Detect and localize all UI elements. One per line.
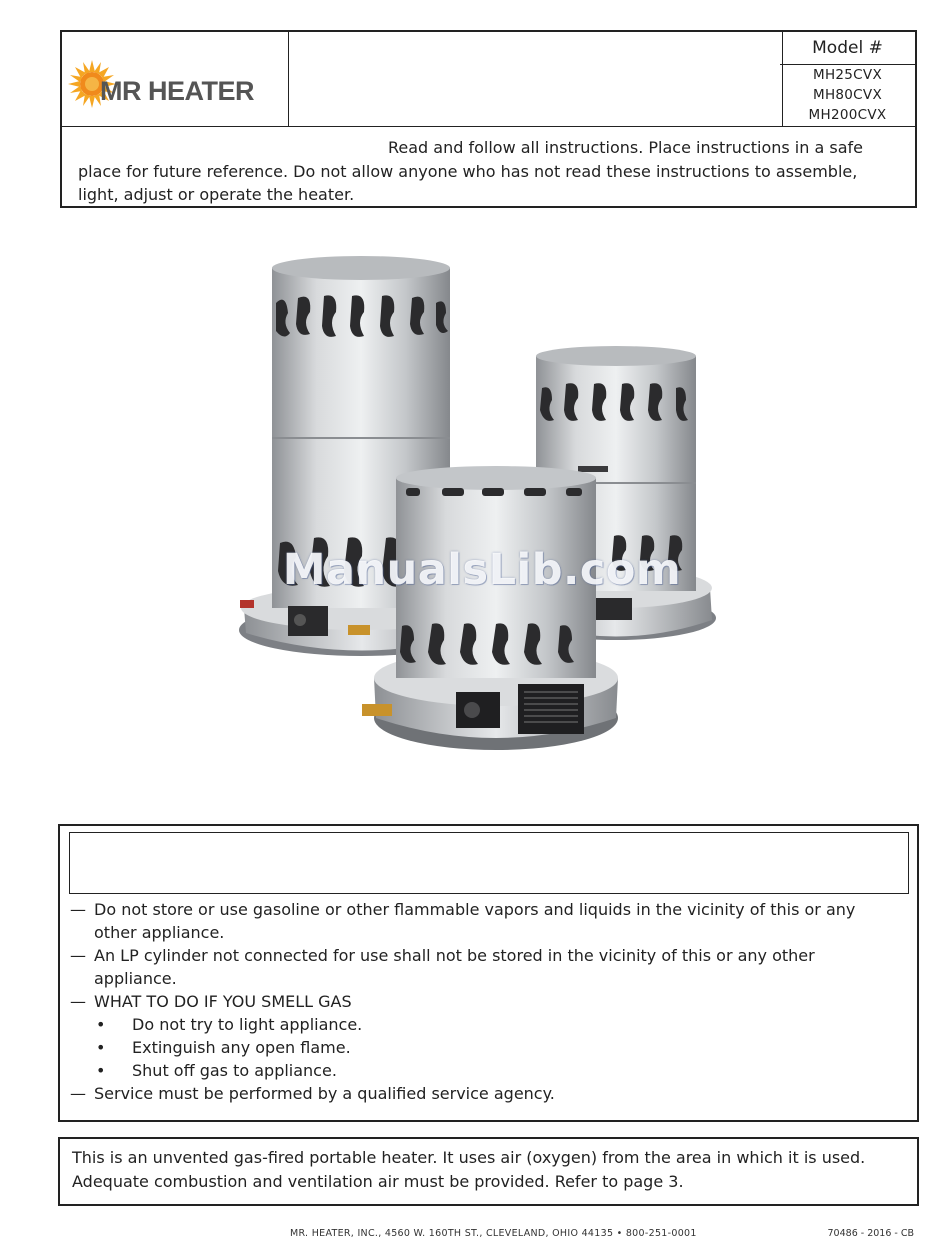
convection-heaters-photo [236, 248, 716, 753]
warning-line: WHAT TO DO IF YOU SMELL GAS [94, 992, 352, 1011]
warning-subitem [70, 1036, 900, 1059]
model-number: MH200CVX [808, 107, 887, 123]
warning-item [70, 1082, 900, 1105]
footer-address: MR. HEATER, INC., 4560 W. 160TH ST., CLEVELAND, OHIO 44135 • 800-251-0001 [290, 1228, 697, 1239]
header-divider [62, 126, 915, 127]
intro-line: light, adjust or operate the heater. [78, 185, 355, 204]
intro-text [78, 136, 898, 207]
warning-item [70, 990, 900, 1013]
intro-line: place for future reference. Do not allow anyone who has not read these instructions to assemble, [78, 161, 858, 181]
bullet-glyph: • [96, 1015, 106, 1034]
warning-line: Do not store or use gasoline or other flammable vapors and liquids in the vicinity of this or any [94, 900, 856, 919]
warning-box [58, 824, 919, 1122]
notice-box [58, 1137, 919, 1206]
header-box [60, 30, 917, 208]
model-number: MH25CVX [813, 67, 882, 83]
notice-line: Adequate combustion and ventilation air must be provided. Refer to page 3. [72, 1171, 684, 1191]
title-cell [288, 32, 783, 126]
warning-line: appliance. [94, 969, 177, 988]
warning-line: Extinguish any open flame. [132, 1038, 351, 1057]
warning-list [70, 898, 900, 1105]
warning-line: Service must be performed by a qualified service agency. [94, 1084, 555, 1103]
model-cell [780, 32, 915, 126]
logo-text: MR HEATER [100, 76, 254, 106]
mr-heater-logo [68, 58, 284, 110]
warning-subitem [70, 1059, 900, 1082]
model-number: MH80CVX [813, 87, 882, 103]
footer-doc-code: 70486 - 2016 - CB [827, 1228, 914, 1239]
logo-cell [62, 32, 289, 126]
warning-subitem [70, 1013, 900, 1036]
warning-item [70, 898, 900, 944]
warning-line: other appliance. [94, 923, 225, 942]
notice-text [72, 1146, 902, 1193]
intro-line: Read and follow all instructions. Place instructions in a safe [388, 138, 863, 157]
warning-header-box [69, 832, 909, 894]
dash-glyph: — [70, 1084, 86, 1103]
warning-line: Shut off gas to appliance. [132, 1061, 337, 1080]
warning-item [70, 944, 900, 990]
notice-line: This is an unvented gas-fired portable heater. It uses air (oxygen) from the area in which it is used. [72, 1148, 866, 1167]
dash-glyph: — [70, 946, 86, 965]
model-label: Model # [780, 32, 915, 65]
heater-small [362, 466, 618, 750]
bullet-glyph: • [96, 1061, 106, 1080]
dash-glyph: — [70, 992, 86, 1011]
watermark-text: ManualsLib.com [282, 545, 682, 595]
dash-glyph: — [70, 900, 86, 919]
warning-line: Do not try to light appliance. [132, 1015, 363, 1034]
bullet-glyph: • [96, 1038, 106, 1057]
warning-line: An LP cylinder not connected for use shall not be stored in the vicinity of this or any other [94, 946, 815, 965]
